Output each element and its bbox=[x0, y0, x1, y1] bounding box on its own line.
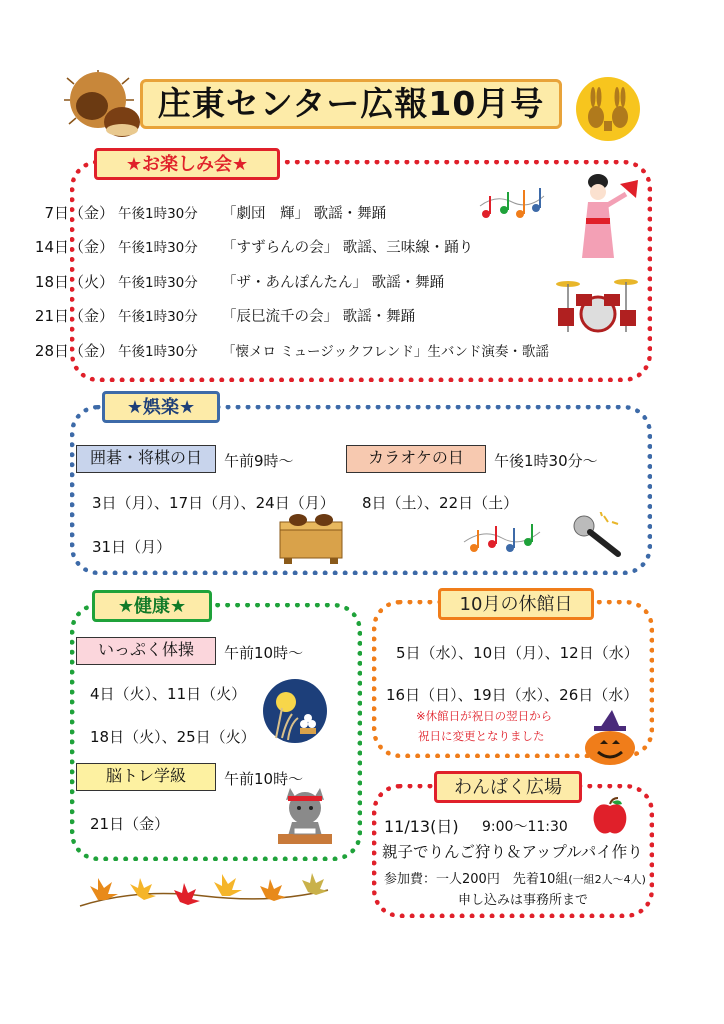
brain-training-time: 午前10時～ bbox=[224, 770, 304, 788]
brain-training-dates: 21日（金） bbox=[90, 815, 170, 833]
karaoke-time: 午後1時30分～ bbox=[494, 452, 598, 470]
fun-events-label: ★お楽しみ会★ bbox=[94, 148, 280, 180]
event-desc: 「ザ・あんぽんたん」 歌謡・舞踊 bbox=[222, 275, 445, 291]
event-date: 18日（火） bbox=[34, 273, 114, 291]
event-desc: 「すずらんの会」 歌謡、三味線・踊り bbox=[222, 240, 474, 256]
wanpaku-time: 9:00～11:30 bbox=[482, 819, 568, 835]
go-shogi-time: 午前9時～ bbox=[224, 452, 294, 470]
event-desc: 「辰巳流千の会」 歌謡・舞踊 bbox=[222, 309, 416, 325]
wanpaku-fee bbox=[384, 868, 646, 887]
wanpaku-fee-note: (一組2人～4人) bbox=[568, 873, 646, 886]
go-board-icon bbox=[276, 512, 346, 566]
wanpaku-activity: 親子でりんご狩り＆アップルパイ作り bbox=[382, 843, 643, 861]
event-time: 午後1時30分 bbox=[118, 309, 198, 325]
event-desc: 「劇団 輝」 歌謡・舞踊 bbox=[222, 206, 387, 222]
go-shogi-tag: 囲碁・将棋の日 bbox=[76, 445, 216, 473]
music-notes-icon bbox=[462, 522, 542, 558]
closed-note-line2: 祝日に変更となりました bbox=[418, 729, 545, 743]
event-time: 午後1時30分 bbox=[118, 206, 198, 222]
closed-note-line1: ※休館日が祝日の翌日から bbox=[416, 709, 553, 723]
closed-dates-extra: 16日（日）、19日（水）、26日（水） bbox=[386, 686, 639, 704]
ippuku-tag: いっぷく体操 bbox=[76, 637, 216, 665]
event-row bbox=[14, 340, 549, 361]
closed-days-label: 10月の休館日 bbox=[438, 588, 594, 620]
ippuku-dates-extra: 18日（火）、25日（火） bbox=[90, 728, 256, 746]
ippuku-time: 午前10時～ bbox=[224, 644, 304, 662]
chestnut-icon bbox=[64, 70, 142, 142]
brain-training-tag: 脳トレ学級 bbox=[76, 763, 216, 791]
closed-dates: 5日（水）、10日（月）、12日（水） bbox=[396, 644, 639, 662]
cat-studying-icon bbox=[272, 786, 338, 848]
health-label: ★健康★ bbox=[92, 590, 212, 622]
wanpaku-date: 11/13(日) bbox=[384, 817, 459, 836]
wanpaku-label: わんぱく広場 bbox=[434, 771, 582, 803]
go-shogi-dates-extra: 31日（月） bbox=[92, 538, 172, 556]
event-row bbox=[14, 202, 386, 223]
event-time: 午後1時30分 bbox=[118, 240, 198, 256]
music-notes-icon bbox=[476, 184, 548, 224]
page-title: 庄東センター広報10月号 bbox=[140, 79, 562, 129]
event-desc: 「懐メロ ミュージックフレンド」生バンド演奏・歌謡 bbox=[222, 344, 549, 360]
event-row bbox=[14, 236, 473, 257]
microphone-icon bbox=[570, 512, 628, 558]
pumpkin-icon bbox=[582, 710, 638, 766]
autumn-leaves-icon bbox=[76, 866, 332, 916]
event-date: 14日（金） bbox=[34, 238, 114, 256]
entertainment-label: ★娯楽★ bbox=[102, 391, 220, 423]
event-date: 28日（金） bbox=[34, 342, 114, 360]
event-date: 21日（金） bbox=[34, 307, 114, 325]
event-row bbox=[14, 305, 415, 326]
wanpaku-apply: 申し込みは事務所まで bbox=[458, 893, 589, 908]
moon-viewing-icon bbox=[262, 678, 328, 744]
event-time: 午後1時30分 bbox=[118, 275, 198, 291]
drum-set-icon bbox=[554, 274, 640, 334]
event-row bbox=[14, 271, 444, 292]
karaoke-tag: カラオケの日 bbox=[346, 445, 486, 473]
dancer-icon bbox=[576, 172, 642, 262]
go-shogi-dates: 3日（月）、17日（月）、24日（月） bbox=[92, 494, 335, 512]
event-time: 午後1時30分 bbox=[118, 344, 198, 360]
wanpaku-fee-text: 参加費：一人200円 先着10組 bbox=[384, 872, 569, 887]
apple-icon bbox=[590, 796, 630, 836]
event-date: 7日（金） bbox=[44, 204, 114, 222]
moon-rabbit-icon bbox=[574, 75, 642, 143]
karaoke-dates: 8日（土）、22日（土） bbox=[362, 494, 519, 512]
ippuku-dates: 4日（火）、11日（火） bbox=[90, 685, 247, 703]
